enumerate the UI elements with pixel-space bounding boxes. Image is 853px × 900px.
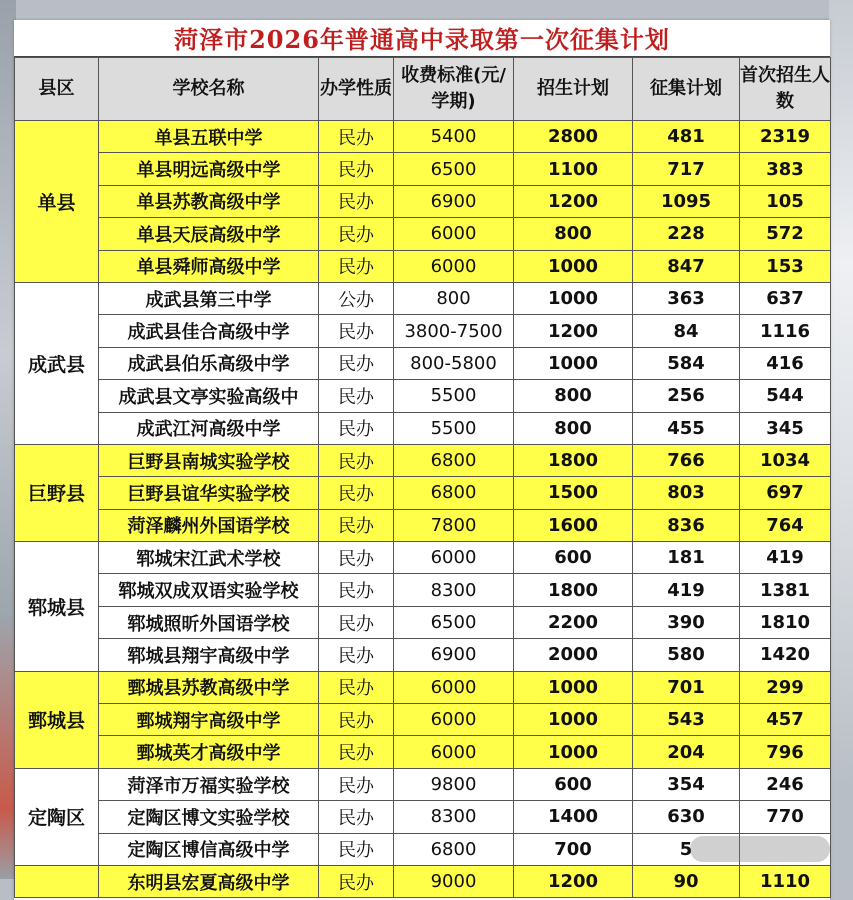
table-row xyxy=(15,347,831,379)
school-name-cell: 郓城宋江武术学校 xyxy=(99,542,319,574)
school-name-cell: 郓城双成双语实验学校 xyxy=(99,574,319,606)
county-cell: 鄄城县 xyxy=(15,671,99,768)
enrollment-plan-cell: 1000 xyxy=(514,704,633,736)
school-type-cell: 民办 xyxy=(319,153,394,185)
tuition-cell: 6000 xyxy=(394,542,514,574)
table-row xyxy=(15,574,831,606)
school-name-cell: 成武县伯乐高级中学 xyxy=(99,347,319,379)
first-enrollment-cell: 153 xyxy=(740,250,831,282)
enrollment-plan-cell: 1200 xyxy=(514,185,633,217)
enrollment-plan-cell: 600 xyxy=(514,542,633,574)
table-row xyxy=(15,412,831,444)
table-row xyxy=(15,671,831,703)
table-row xyxy=(15,477,831,509)
county-cell: 定陶区 xyxy=(15,768,99,865)
first-enrollment-cell: 299 xyxy=(740,671,831,703)
school-name-cell: 成武县第三中学 xyxy=(99,282,319,314)
school-name-cell: 菏泽麟州外国语学校 xyxy=(99,509,319,541)
tuition-cell: 9800 xyxy=(394,768,514,800)
supplementary-plan-cell: 204 xyxy=(633,736,740,768)
table-row xyxy=(15,380,831,412)
supplementary-plan-cell: 580 xyxy=(633,639,740,671)
school-name-cell: 鄄城县苏教高级中学 xyxy=(99,671,319,703)
enrollment-plan-cell: 1200 xyxy=(514,865,633,897)
supplementary-plan-cell: 419 xyxy=(633,574,740,606)
table-row xyxy=(15,865,831,897)
supplementary-plan-cell: 256 xyxy=(633,380,740,412)
enrollment-plan-cell: 800 xyxy=(514,412,633,444)
table-row xyxy=(15,185,831,217)
school-type-cell: 民办 xyxy=(319,315,394,347)
school-name-cell: 单县五联中学 xyxy=(99,121,319,153)
school-name-cell: 成武县文亭实验高级中 xyxy=(99,380,319,412)
supplementary-plan-cell: 847 xyxy=(633,250,740,282)
first-enrollment-cell: 1116 xyxy=(740,315,831,347)
enrollment-plan-cell: 2000 xyxy=(514,639,633,671)
first-enrollment-cell: 416 xyxy=(740,347,831,379)
county-cell: 郓城县 xyxy=(15,542,99,672)
school-name-cell: 鄄城翔宇高级中学 xyxy=(99,704,319,736)
first-enrollment-cell: 770 xyxy=(740,801,831,833)
school-type-cell: 民办 xyxy=(319,865,394,897)
supplementary-plan-cell: 181 xyxy=(633,542,740,574)
enrollment-plan-cell: 1600 xyxy=(514,509,633,541)
table-row xyxy=(15,153,831,185)
school-name-cell: 巨野县南城实验学校 xyxy=(99,444,319,476)
table-row xyxy=(15,509,831,541)
school-type-cell: 民办 xyxy=(319,218,394,250)
table-row xyxy=(15,542,831,574)
school-type-cell: 公办 xyxy=(319,282,394,314)
county-cell: 单县 xyxy=(15,121,99,283)
supplementary-plan-cell: 630 xyxy=(633,801,740,833)
school-type-cell: 民办 xyxy=(319,477,394,509)
school-name-cell: 成武县佳合高级中学 xyxy=(99,315,319,347)
enrollment-plan-cell: 800 xyxy=(514,218,633,250)
supplementary-plan-cell: 90 xyxy=(633,865,740,897)
school-type-cell: 民办 xyxy=(319,574,394,606)
table-row xyxy=(15,768,831,800)
school-name-cell: 菏泽市万福实验学校 xyxy=(99,768,319,800)
header-county: 县区 xyxy=(15,58,99,121)
first-enrollment-cell: 1381 xyxy=(740,574,831,606)
school-name-cell: 定陶区博信高级中学 xyxy=(99,833,319,865)
supplementary-plan-cell: 354 xyxy=(633,768,740,800)
table-row xyxy=(15,801,831,833)
school-type-cell: 民办 xyxy=(319,639,394,671)
school-name-cell: 单县舜师高级中学 xyxy=(99,250,319,282)
table-row xyxy=(15,250,831,282)
school-name-cell: 定陶区博文实验学校 xyxy=(99,801,319,833)
county-cell: 成武县 xyxy=(15,282,99,444)
first-enrollment-cell: 105 xyxy=(740,185,831,217)
first-enrollment-cell: 764 xyxy=(740,509,831,541)
tuition-cell: 6800 xyxy=(394,444,514,476)
school-type-cell: 民办 xyxy=(319,736,394,768)
school-name-cell: 东明县宏夏高级中学 xyxy=(99,865,319,897)
first-enrollment-cell: 637 xyxy=(740,282,831,314)
supplementary-plan-cell: 5 xyxy=(633,833,740,865)
school-type-cell: 民办 xyxy=(319,444,394,476)
supplementary-plan-cell: 717 xyxy=(633,153,740,185)
school-type-cell: 民办 xyxy=(319,121,394,153)
county-cell: 巨野县 xyxy=(15,444,99,541)
tuition-cell: 6000 xyxy=(394,671,514,703)
tuition-cell: 6800 xyxy=(394,477,514,509)
first-enrollment-cell: 1110 xyxy=(740,865,831,897)
tuition-cell: 6800 xyxy=(394,833,514,865)
tuition-cell: 6500 xyxy=(394,606,514,638)
school-type-cell: 民办 xyxy=(319,185,394,217)
enrollment-plan-cell: 1000 xyxy=(514,671,633,703)
table-body xyxy=(15,121,831,898)
supplementary-plan-cell: 228 xyxy=(633,218,740,250)
enrollment-plan-cell: 1800 xyxy=(514,574,633,606)
tuition-cell: 5400 xyxy=(394,121,514,153)
school-type-cell: 民办 xyxy=(319,347,394,379)
header-school-name: 学校名称 xyxy=(99,58,319,121)
school-type-cell: 民办 xyxy=(319,509,394,541)
supplementary-plan-cell: 701 xyxy=(633,671,740,703)
school-type-cell: 民办 xyxy=(319,542,394,574)
school-type-cell: 民办 xyxy=(319,380,394,412)
enrollment-plan-cell: 800 xyxy=(514,380,633,412)
first-enrollment-cell: 383 xyxy=(740,153,831,185)
header-enrollment-plan: 招生计划 xyxy=(514,58,633,121)
background-right-edge xyxy=(829,0,853,879)
first-enrollment-cell: 796 xyxy=(740,736,831,768)
tuition-cell: 6000 xyxy=(394,736,514,768)
header-supplementary-plan: 征集计划 xyxy=(633,58,740,121)
supplementary-plan-cell: 481 xyxy=(633,121,740,153)
first-enrollment-cell: 544 xyxy=(740,380,831,412)
school-type-cell: 民办 xyxy=(319,768,394,800)
admission-sheet xyxy=(14,20,830,900)
first-enrollment-cell: 2319 xyxy=(740,121,831,153)
header-row xyxy=(15,58,831,121)
supplementary-plan-cell: 390 xyxy=(633,606,740,638)
supplementary-plan-cell: 584 xyxy=(633,347,740,379)
header-school-type: 办学性质 xyxy=(319,58,394,121)
tuition-cell: 8300 xyxy=(394,574,514,606)
first-enrollment-cell: 246 xyxy=(740,768,831,800)
tuition-cell: 800-5800 xyxy=(394,347,514,379)
tuition-cell: 6500 xyxy=(394,153,514,185)
first-enrollment-cell: 572 xyxy=(740,218,831,250)
enrollment-plan-cell: 1000 xyxy=(514,250,633,282)
supplementary-plan-cell: 84 xyxy=(633,315,740,347)
admission-table xyxy=(14,57,831,898)
enrollment-plan-cell: 1000 xyxy=(514,736,633,768)
table-row xyxy=(15,282,831,314)
tuition-cell: 5500 xyxy=(394,412,514,444)
enrollment-plan-cell: 2200 xyxy=(514,606,633,638)
enrollment-plan-cell: 600 xyxy=(514,768,633,800)
table-row xyxy=(15,315,831,347)
first-enrollment-cell: 1420 xyxy=(740,639,831,671)
table-row xyxy=(15,704,831,736)
page-title: 菏泽市2026年普通高中录取第一次征集计划 xyxy=(14,20,830,57)
county-cell xyxy=(15,865,99,897)
school-name-cell: 郓城县翔宇高级中学 xyxy=(99,639,319,671)
table-row xyxy=(15,736,831,768)
school-type-cell: 民办 xyxy=(319,833,394,865)
enrollment-plan-cell: 1400 xyxy=(514,801,633,833)
supplementary-plan-cell: 1095 xyxy=(633,185,740,217)
school-type-cell: 民办 xyxy=(319,606,394,638)
first-enrollment-cell: 457 xyxy=(740,704,831,736)
tuition-cell: 6000 xyxy=(394,250,514,282)
header-tuition: 收费标准(元/学期) xyxy=(394,58,514,121)
tuition-cell: 6000 xyxy=(394,704,514,736)
tuition-cell: 3800-7500 xyxy=(394,315,514,347)
tuition-cell: 6900 xyxy=(394,185,514,217)
enrollment-plan-cell: 1000 xyxy=(514,347,633,379)
tuition-cell: 6000 xyxy=(394,218,514,250)
school-name-cell: 单县天辰高级中学 xyxy=(99,218,319,250)
school-name-cell: 鄄城英才高级中学 xyxy=(99,736,319,768)
table-row xyxy=(15,606,831,638)
school-name-cell: 郓城照昕外国语学校 xyxy=(99,606,319,638)
first-enrollment-cell: 697 xyxy=(740,477,831,509)
tuition-cell: 7800 xyxy=(394,509,514,541)
tuition-cell: 6900 xyxy=(394,639,514,671)
school-name-cell: 单县苏教高级中学 xyxy=(99,185,319,217)
first-enrollment-cell: 1034 xyxy=(740,444,831,476)
enrollment-plan-cell: 1200 xyxy=(514,315,633,347)
tuition-cell: 9000 xyxy=(394,865,514,897)
enrollment-plan-cell: 2800 xyxy=(514,121,633,153)
school-type-cell: 民办 xyxy=(319,412,394,444)
first-enrollment-cell: 419 xyxy=(740,542,831,574)
tuition-cell: 800 xyxy=(394,282,514,314)
table-row xyxy=(15,121,831,153)
table-row xyxy=(15,444,831,476)
enrollment-plan-cell: 1500 xyxy=(514,477,633,509)
school-name-cell: 成武江河高级中学 xyxy=(99,412,319,444)
watermark xyxy=(690,836,830,862)
supplementary-plan-cell: 455 xyxy=(633,412,740,444)
school-name-cell: 单县明远高级中学 xyxy=(99,153,319,185)
supplementary-plan-cell: 803 xyxy=(633,477,740,509)
supplementary-plan-cell: 766 xyxy=(633,444,740,476)
table-row xyxy=(15,218,831,250)
tuition-cell: 8300 xyxy=(394,801,514,833)
first-enrollment-cell: 345 xyxy=(740,412,831,444)
first-enrollment-cell: 1810 xyxy=(740,606,831,638)
school-name-cell: 巨野县谊华实验学校 xyxy=(99,477,319,509)
school-type-cell: 民办 xyxy=(319,250,394,282)
school-type-cell: 民办 xyxy=(319,704,394,736)
table-row xyxy=(15,639,831,671)
enrollment-plan-cell: 700 xyxy=(514,833,633,865)
school-type-cell: 民办 xyxy=(319,801,394,833)
supplementary-plan-cell: 363 xyxy=(633,282,740,314)
supplementary-plan-cell: 836 xyxy=(633,509,740,541)
tuition-cell: 5500 xyxy=(394,380,514,412)
school-type-cell: 民办 xyxy=(319,671,394,703)
enrollment-plan-cell: 1100 xyxy=(514,153,633,185)
enrollment-plan-cell: 1800 xyxy=(514,444,633,476)
supplementary-plan-cell: 543 xyxy=(633,704,740,736)
header-first-enrollment: 首次招生人数 xyxy=(740,58,831,121)
enrollment-plan-cell: 1000 xyxy=(514,282,633,314)
